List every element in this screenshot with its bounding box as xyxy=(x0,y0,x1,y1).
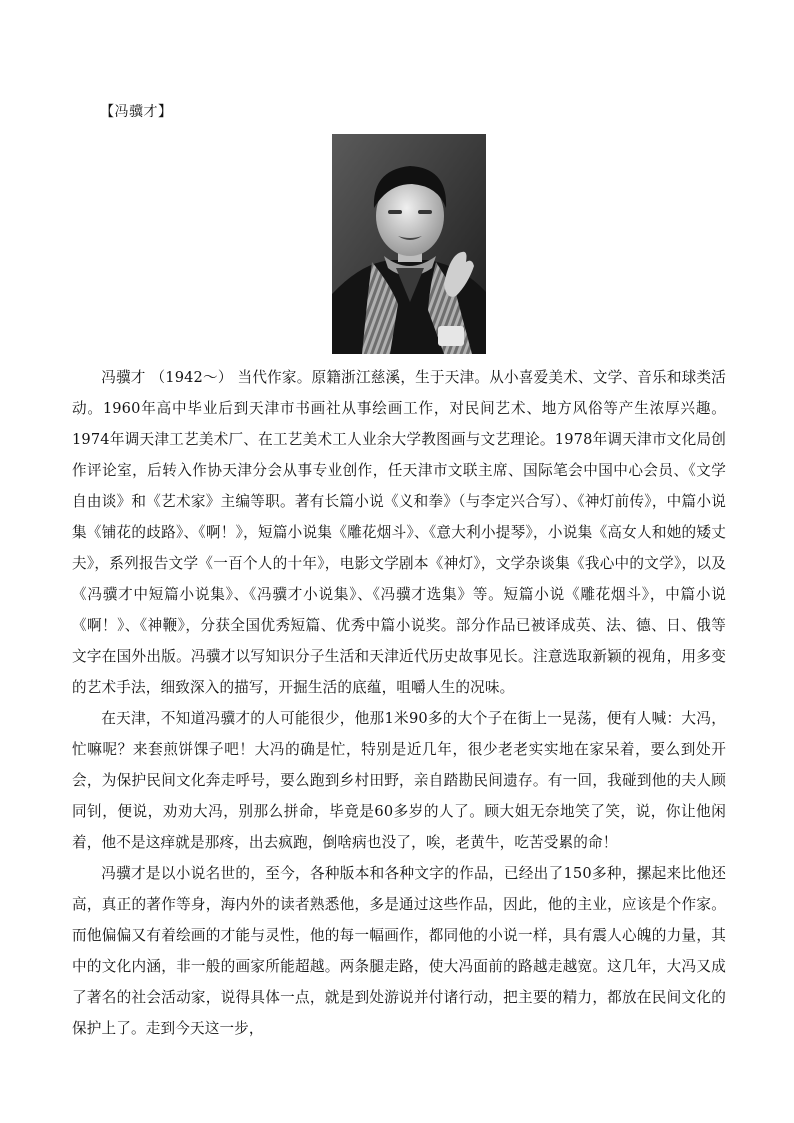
biography-paragraph: 冯骥才 （1942～） 当代作家。原籍浙江慈溪，生于天津。从小喜爱美术、文学、音乐和球类活动。1960年高中毕业后到天津市书画社从事绘画工作，对民间艺术、地方风俗等产生浓厚兴趣。1974年调天津工艺美术厂、在工艺美术工人业余大学教图画与文艺理论。1978年调天津市文化局创作评论室，后转入作协天津分会从事专业创作，任天津市文联主席、国际笔会中国中心会员、《文学自由谈》和《艺术家》主编等职。著有长篇小说《义和拳》（与李定兴合写）、《神灯前传》，中篇小说集《铺花的歧路》、《啊！》，短篇小说集《雕花烟斗》、《意大利小提琴》，小说集《高女人和她的矮丈夫》，系列报告文学《一百个人的十年》，电影文学剧本《神灯》，文学杂谈集《我心中的文学》，以及《冯骥才中短篇小说集》、《冯骥才小说集》、《冯骥才选集》等。短篇小说《雕花烟斗》，中篇小说《啊！》、《神鞭》，分获全国优秀短篇、优秀中篇小说奖。部分作品已被译成英、法、德、日、俄等文字在国外出版。冯骥才以写知识分子生活和天津近代历史故事见长。注意选取新颖的视角，用多变的艺术手法，细致深入的描写，开掘生活的底蕴，咀嚼人生的况味。 xyxy=(72,369,726,696)
portrait-image xyxy=(332,134,486,354)
author-portrait-photo xyxy=(332,134,486,354)
section-heading: 【冯骥才】 xyxy=(100,104,173,120)
article-body xyxy=(72,362,726,1044)
anecdote-paragraph: 在天津，不知道冯骥才的人可能很少，他那1米90多的大个子在街上一晃荡，便有人喊：大冯，忙嘛呢？来套煎饼馃子吧！大冯的确是忙，特别是近几年，很少老老实实地在家呆着，要么到处开会，为保护民间文化奔走呼号，要么跑到乡村田野，亲自踏勘民间遗存。有一回，我碰到他的夫人顾同钊，便说，劝劝大冯，别那么拼命，毕竟是60多岁的人了。顾大姐无奈地笑了笑，说，你让他闲着，他不是这痒就是那疼，出去疯跑，倒啥病也没了，唉，老黄牛，吃苦受累的命！ xyxy=(72,710,726,851)
career-paragraph: 冯骥才是以小说名世的，至今，各种版本和各种文字的作品，已经出了150多种，摞起来比他还高，真正的著作等身，海内外的读者熟悉他，多是通过这些作品，因此，他的主业，应该是个作家。而他偏偏又有着绘画的才能与灵性，他的每一幅画作，都同他的小说一样，具有震人心魄的力量，其中的文化内涵，非一般的画家所能超越。两条腿走路，使大冯面前的路越走越宽。这几年，大冯又成了著名的社会活动家，说得具体一点，就是到处游说并付诸行动，把主要的精力，都放在民间文化的保护上了。走到今天这一步， xyxy=(72,865,726,1037)
